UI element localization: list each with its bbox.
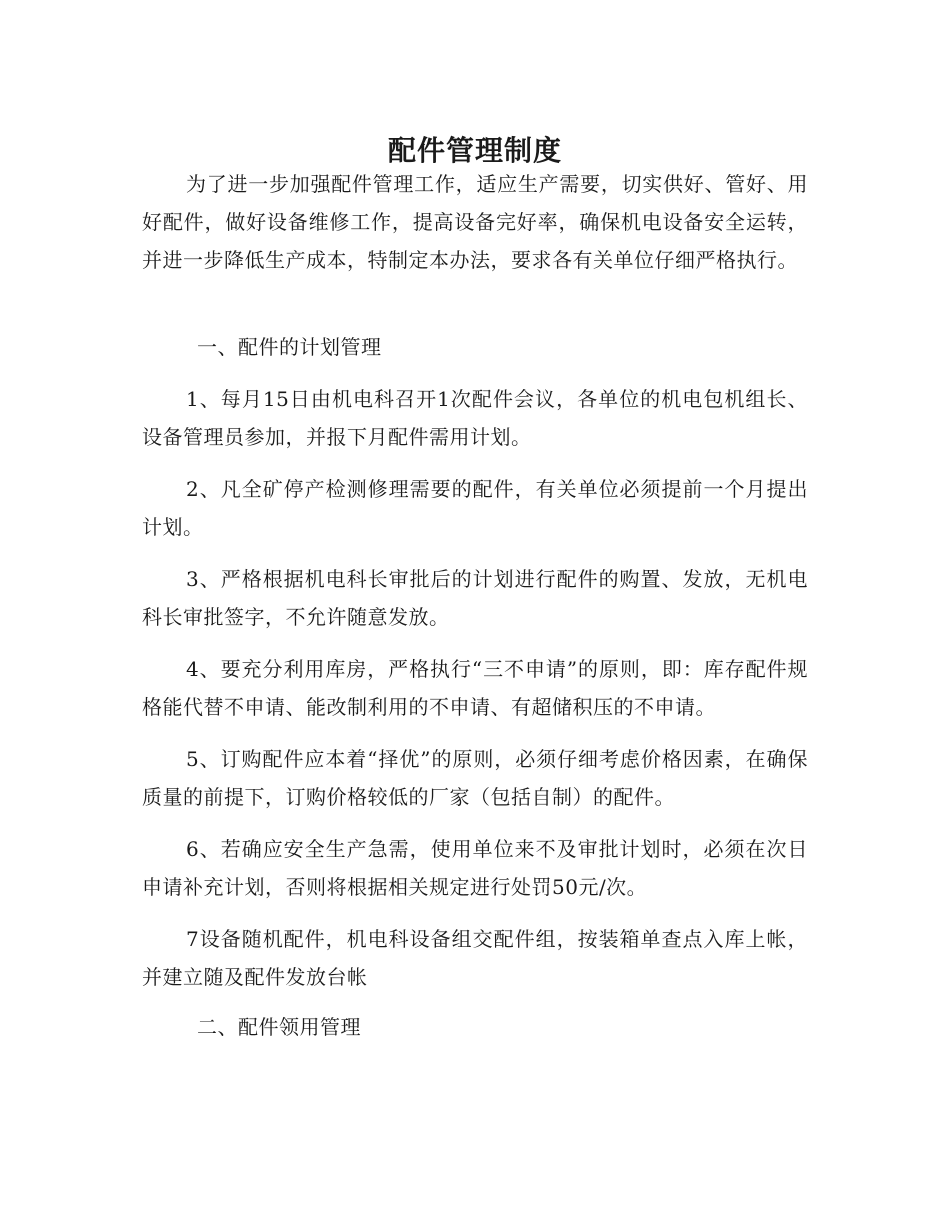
list-item: 4、要充分利用库房，严格执行“三不申请”的原则，即：库存配件规格能代替不申请、能改制利用的不申请、有超储积压的不申请。 <box>142 657 808 719</box>
list-item: 6、若确应安全生产急需，使用单位来不及审批计划时，必须在次日申请补充计划，否则将根据相关规定进行处罚50元/次。 <box>142 837 808 899</box>
document-title: 配件管理制度 <box>387 133 562 167</box>
list-item: 5、订购配件应本着“择优”的原则，必须仔细考虑价格因素，在确保质量的前提下，订购价格较低的厂家（包括自制）的配件。 <box>142 747 808 809</box>
list-item: 2、凡全矿停产检测修理需要的配件，有关单位必须提前一个月提出计划。 <box>142 477 808 539</box>
list-item: 1、每月15日由机电科召开1次配件会议，各单位的机电包机组长、设备管理员参加，并报下月配件需用计划。 <box>142 387 808 449</box>
section-heading-usage: 二、配件领用管理 <box>197 1015 361 1039</box>
list-item: 3、严格根据机电科长审批后的计划进行配件的购置、发放，无机电科长审批签字，不允许随意发放。 <box>142 567 808 629</box>
section-heading-plan: 一、配件的计划管理 <box>197 335 382 359</box>
list-item: 7设备随机配件，机电科设备组交配件组，按装箱单查点入库上帐，并建立随及配件发放台帐 <box>142 927 808 989</box>
intro-paragraph: 为了进一步加强配件管理工作，适应生产需要，切实供好、管好、用好配件，做好设备维修工作，提高设备完好率，确保机电设备安全运转，并进一步降低生产成本，特制定本办法，要求各有关单位仔细严格执行。 <box>142 172 808 272</box>
